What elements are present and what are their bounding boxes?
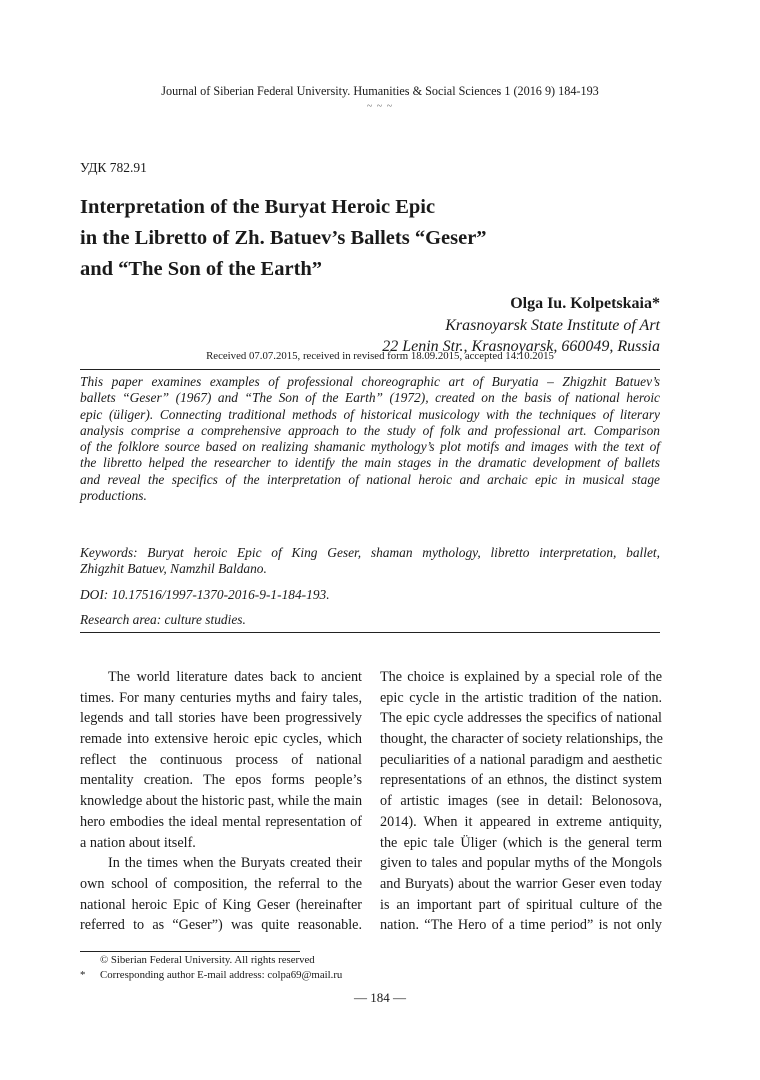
abstract-line: ballets “Geser” (1967) and “The Son of the Earth” (1972), created on the basis of national heroic <box>80 390 660 406</box>
author-address: 22 Lenin Str., Krasnoyarsk, 660049, Russia <box>382 338 660 355</box>
abstract-line: analysis comprise a comprehensive approach to the study of folk and professional art. Comparison <box>80 422 660 438</box>
abstract-top-rule <box>80 369 660 370</box>
doi: DOI: 10.17516/1997-1370-2016-9-1-184-193. <box>80 587 330 602</box>
body-line: given to tales and popular myths of the Mongols <box>380 855 662 872</box>
body-column-left <box>80 667 362 936</box>
keywords-line: Zhigzhit Batuev, Namzhil Baldano. <box>80 561 267 577</box>
abstract <box>80 374 660 504</box>
author-name: Olga Iu. Kolpetskaia* <box>510 295 660 312</box>
body-line: a nation about itself. <box>80 834 196 851</box>
body-line: epic cycle in the artistic tradition of the nation. <box>380 689 662 706</box>
body-line: peculiarities of a national paradigm and aesthetic <box>380 751 662 768</box>
abstract-line: the libretto helped the researcher to identify the main stages in the dramatic development of ballets <box>80 455 660 471</box>
body-line: the epic tale Üliger (which is the general term <box>380 834 662 851</box>
abstract-line: and reveal the specifics of the interpretation of national heroic and archaic epic in musical stage <box>80 471 660 487</box>
keywords <box>80 545 660 578</box>
author-institution: Krasnoyarsk State Institute of Art <box>445 317 660 334</box>
body-line: In the times when the Buryats created their <box>108 855 362 872</box>
header-ornament: ~ ~ ~ <box>366 101 394 112</box>
body-line: own school of composition, the referral to the <box>80 875 362 892</box>
copyright-footnote: © Siberian Federal University. All rights reserved <box>100 954 315 966</box>
body-column-right <box>380 667 662 936</box>
abstract-bottom-rule <box>80 632 660 633</box>
body-line: nation. “The Hero of a time period” is not only <box>380 917 662 934</box>
abstract-line: epic (üliger). Connecting traditional methods of historical musicology with the techniques of literary <box>80 406 660 422</box>
body-line: 2014). When it appeared in extreme antiquity, <box>380 813 662 830</box>
footnote-rule <box>80 951 300 952</box>
body-line: and Buryats) about the warrior Geser even today <box>380 875 662 892</box>
abstract-line: of the folklore source based on realizing shamanic mythology’s plot motifs and images with the text of <box>80 439 660 455</box>
title-line: Interpretation of the Buryat Heroic Epic <box>80 196 436 218</box>
research-area: Research area: culture studies. <box>80 612 246 627</box>
body-line: mentality creation. The epos forms people’s <box>80 772 362 789</box>
footnote-asterisk: * <box>80 969 86 981</box>
title-line: in the Libretto of Zh. Batuev’s Ballets “Geser” <box>80 227 487 249</box>
udk-code: УДК 782.91 <box>80 160 147 175</box>
body-line: knowledge about the historic past, while the main <box>80 793 363 810</box>
body-line: The choice is explained by a special role of the <box>380 669 662 685</box>
body-line: national heroic Epic of King Geser (hereinafter <box>80 896 362 913</box>
body-line: The epic cycle addresses the specifics of national <box>380 710 662 727</box>
received-dates: Received 07.07.2015, received in revised form 18.09.2015, accepted 14.10.2015 <box>206 350 554 362</box>
body-line: legends and tall stories have been progressively <box>80 710 362 727</box>
abstract-line: productions. <box>80 488 147 504</box>
body-line: referred to as “Geser”) was quite reasonable. <box>80 917 362 934</box>
body-line: of artistic images (see in detail: Belonosova, <box>380 793 662 810</box>
body-line: is an important part of spiritual culture of the <box>380 896 662 913</box>
body-line: The world literature dates back to ancient <box>108 669 362 685</box>
body-line: representations of an ethnos, the distinct system <box>380 772 662 789</box>
body-line: remade into extensive heroic epic cycles, which <box>80 731 362 748</box>
page-number: — 184 — <box>354 990 406 1005</box>
article-title <box>80 192 680 285</box>
corresponding-author-footnote: Corresponding author E-mail address: colpa69@mail.ru <box>100 969 343 981</box>
journal-header: Journal of Siberian Federal University. Humanities & Social Sciences 1 (2016 9) 184-193 <box>161 84 599 98</box>
body-line: hero embodies the ideal mental representation of <box>80 813 362 830</box>
title-line: and “The Son of the Earth” <box>80 258 323 280</box>
body-line: reflect the continuous process of national <box>80 751 362 768</box>
body-line: times. For many centuries myths and fairy tales, <box>80 689 362 706</box>
abstract-line: This paper examines examples of professional choreographic art of Buryatia – Zhigzhit Batuev’s <box>80 374 660 389</box>
body-line: thought, the character of society relationships, the <box>380 731 663 748</box>
keywords-line: Keywords: Buryat heroic Epic of King Geser, shaman mythology, libretto interpretation, ballet, <box>80 545 660 560</box>
